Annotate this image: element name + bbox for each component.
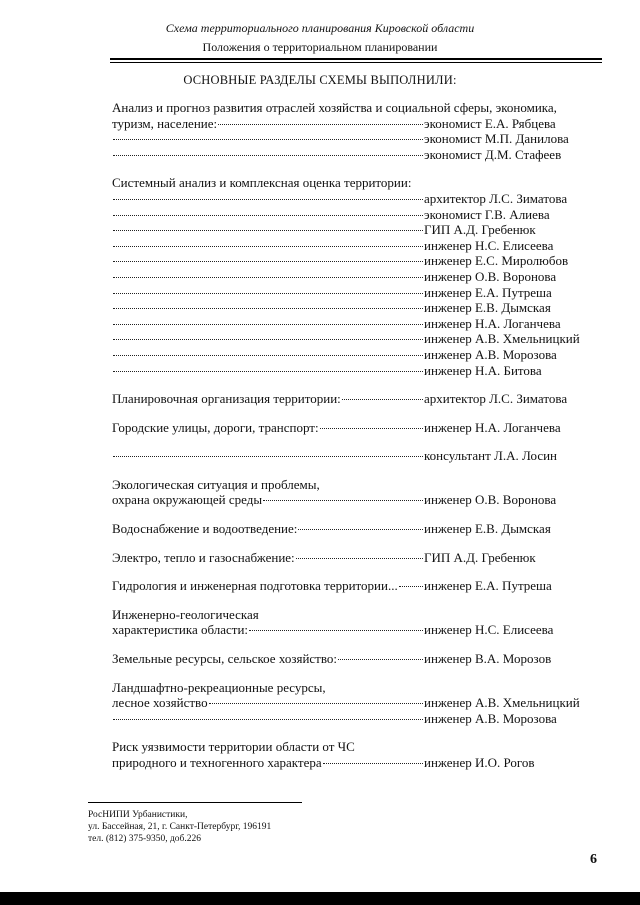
credit-row	[112, 238, 602, 254]
credit-row	[112, 391, 602, 407]
credit-section	[112, 448, 602, 464]
credit-row	[112, 578, 602, 594]
credit-row	[112, 651, 602, 667]
dot-leader	[113, 719, 423, 720]
dot-leader	[296, 558, 423, 559]
credit-section	[112, 680, 602, 727]
person-credit: архитектор Л.С. Зиматова	[424, 391, 568, 407]
person-credit: инженер Н.А. Логанчева	[424, 315, 561, 331]
credit-row	[112, 550, 602, 566]
person-credit: консультант Л.А. Лосин	[424, 448, 558, 464]
footer-phone: тел. (812) 375-9350, доб.226	[88, 834, 202, 844]
dot-leader	[218, 124, 423, 125]
section-label: Водоснабжение и водоотведение:	[112, 521, 298, 537]
person-credit: инженер Н.А. Логанчева	[424, 419, 561, 435]
document-header-subtitle: Положения о территориальном планировании	[202, 40, 438, 54]
dot-leader	[209, 703, 423, 704]
credit-row	[112, 622, 602, 638]
dot-leader	[113, 355, 423, 356]
person-credit: инженер Е.А. Путреша	[424, 284, 552, 300]
person-credit: инженер Н.С. Елисеева	[424, 622, 554, 638]
credit-row	[112, 711, 602, 727]
section-heading: Анализ и прогноз развития отраслей хозяйства и социальной сферы, экономика,	[112, 100, 557, 115]
credit-section	[112, 100, 602, 162]
credit-row	[112, 269, 602, 285]
person-credit: инженер О.В. Воронова	[424, 268, 557, 284]
credit-section	[112, 607, 602, 638]
dot-leader	[263, 500, 423, 501]
footer-rule	[88, 802, 302, 803]
dot-leader	[249, 630, 423, 631]
section-label: Электро, тепло и газоснабжение:	[112, 549, 295, 565]
credit-section	[112, 477, 602, 508]
dot-leader	[342, 399, 423, 400]
footer-address: ул. Бассейная, 21, г. Санкт-Петербург, 196191	[88, 822, 272, 832]
person-credit: экономист Е.А. Рябцева	[424, 115, 556, 131]
dot-leader	[323, 763, 423, 764]
dot-leader	[113, 261, 423, 262]
person-credit: инженер И.О. Рогов	[424, 755, 535, 770]
credit-row	[112, 116, 602, 132]
credit-section	[112, 578, 602, 594]
person-credit: инженер Е.В. Дымская	[424, 521, 551, 537]
person-credit: инженер А.В. Морозова	[424, 710, 557, 726]
credit-row	[112, 207, 602, 223]
section-label: Планировочная организация территории:	[112, 391, 341, 407]
credit-row	[112, 131, 602, 147]
section-label: Земельные ресурсы, сельское хозяйство:	[112, 651, 338, 667]
dot-leader	[113, 230, 423, 231]
credit-row	[112, 253, 602, 269]
person-credit: экономист Г.В. Алиева	[424, 206, 550, 222]
credit-row	[112, 316, 602, 332]
person-credit: экономист М.П. Данилова	[424, 131, 569, 147]
dot-leader	[113, 324, 423, 325]
section-heading: Экологическая ситуация и проблемы,	[112, 476, 320, 492]
credit-row	[112, 222, 602, 238]
footer-org: РосНИПИ Урбанистики,	[88, 810, 188, 820]
dot-leader	[338, 659, 423, 660]
dot-leader	[113, 139, 423, 140]
section-heading: Риск уязвимости территории области от ЧС	[112, 739, 355, 755]
page-title: ОСНОВНЫЕ РАЗДЕЛЫ СХЕМЫ ВЫПОЛНИЛИ:	[183, 73, 457, 87]
person-credit: инженер А.В. Хмельницкий	[424, 331, 580, 347]
person-credit: ГИП А.Д. Гребенюк	[424, 222, 536, 238]
dot-leader	[113, 371, 423, 372]
credit-row	[112, 755, 602, 771]
credit-row	[112, 285, 602, 301]
header-rule-thin	[110, 62, 602, 63]
credit-row	[112, 331, 602, 347]
person-credit: архитектор Л.С. Зиматова	[424, 190, 568, 206]
person-credit: инженер А.В. Морозова	[424, 346, 557, 362]
person-credit: ГИП А.Д. Гребенюк	[424, 549, 536, 565]
dot-leader	[113, 246, 423, 247]
dot-leader	[298, 529, 423, 530]
person-credit: инженер А.В. Хмельницкий	[424, 695, 580, 711]
credit-section	[112, 175, 602, 378]
dot-leader	[113, 339, 423, 340]
dot-leader	[113, 199, 423, 200]
credits-list	[112, 100, 602, 784]
credit-section	[112, 521, 602, 537]
section-label: Городские улицы, дороги, транспорт:	[112, 419, 319, 435]
section-heading: Ландшафтно-рекреационные ресурсы,	[112, 679, 326, 695]
dot-leader	[113, 293, 423, 294]
credit-row	[112, 448, 602, 464]
credit-row	[112, 147, 602, 163]
document-header-title: Схема территориального планирования Кировской области	[165, 21, 475, 35]
credit-section	[112, 550, 602, 566]
header-rule	[110, 58, 602, 60]
footer	[88, 809, 271, 845]
credit-row	[112, 191, 602, 207]
dot-leader	[113, 456, 423, 457]
person-credit: инженер Е.В. Дымская	[424, 300, 551, 316]
person-credit: инженер Е.С. Миролюбов	[424, 253, 569, 269]
dot-leader	[320, 428, 423, 429]
section-label: характеристика области:	[112, 622, 249, 638]
credit-row	[112, 363, 602, 379]
section-label: природного и техногенного характера	[112, 755, 322, 770]
section-label: Гидрология и инженерная подготовка территории...	[112, 578, 398, 594]
scan-edge	[0, 892, 640, 905]
dot-leader	[113, 155, 423, 156]
dot-leader	[399, 586, 423, 587]
person-credit: инженер В.А. Морозов	[424, 651, 552, 667]
dot-leader	[113, 308, 423, 309]
person-credit: инженер Н.А. Битова	[424, 362, 542, 378]
section-label: туризм, население:	[112, 115, 218, 131]
person-credit: экономист Д.М. Стафеев	[424, 146, 562, 162]
credit-row	[112, 695, 602, 711]
person-credit: инженер Е.А. Путреша	[424, 578, 552, 594]
credit-row	[112, 492, 602, 508]
credit-section	[112, 651, 602, 667]
section-heading: Системный анализ и комплексная оценка территории:	[112, 175, 412, 191]
person-credit: инженер О.В. Воронова	[424, 492, 557, 508]
credit-section	[112, 391, 602, 407]
credit-section	[112, 739, 602, 770]
credit-section	[112, 420, 602, 436]
dot-leader	[113, 215, 423, 216]
section-label: охрана окружающей среды	[112, 492, 263, 508]
credit-row	[112, 347, 602, 363]
section-heading: Инженерно-геологическая	[112, 606, 259, 622]
person-credit: инженер Н.С. Елисеева	[424, 237, 554, 253]
credit-row	[112, 420, 602, 436]
credit-row	[112, 521, 602, 537]
dot-leader	[113, 277, 423, 278]
section-label: лесное хозяйство	[112, 695, 208, 711]
page-number: 6	[590, 852, 597, 867]
credit-row	[112, 300, 602, 316]
